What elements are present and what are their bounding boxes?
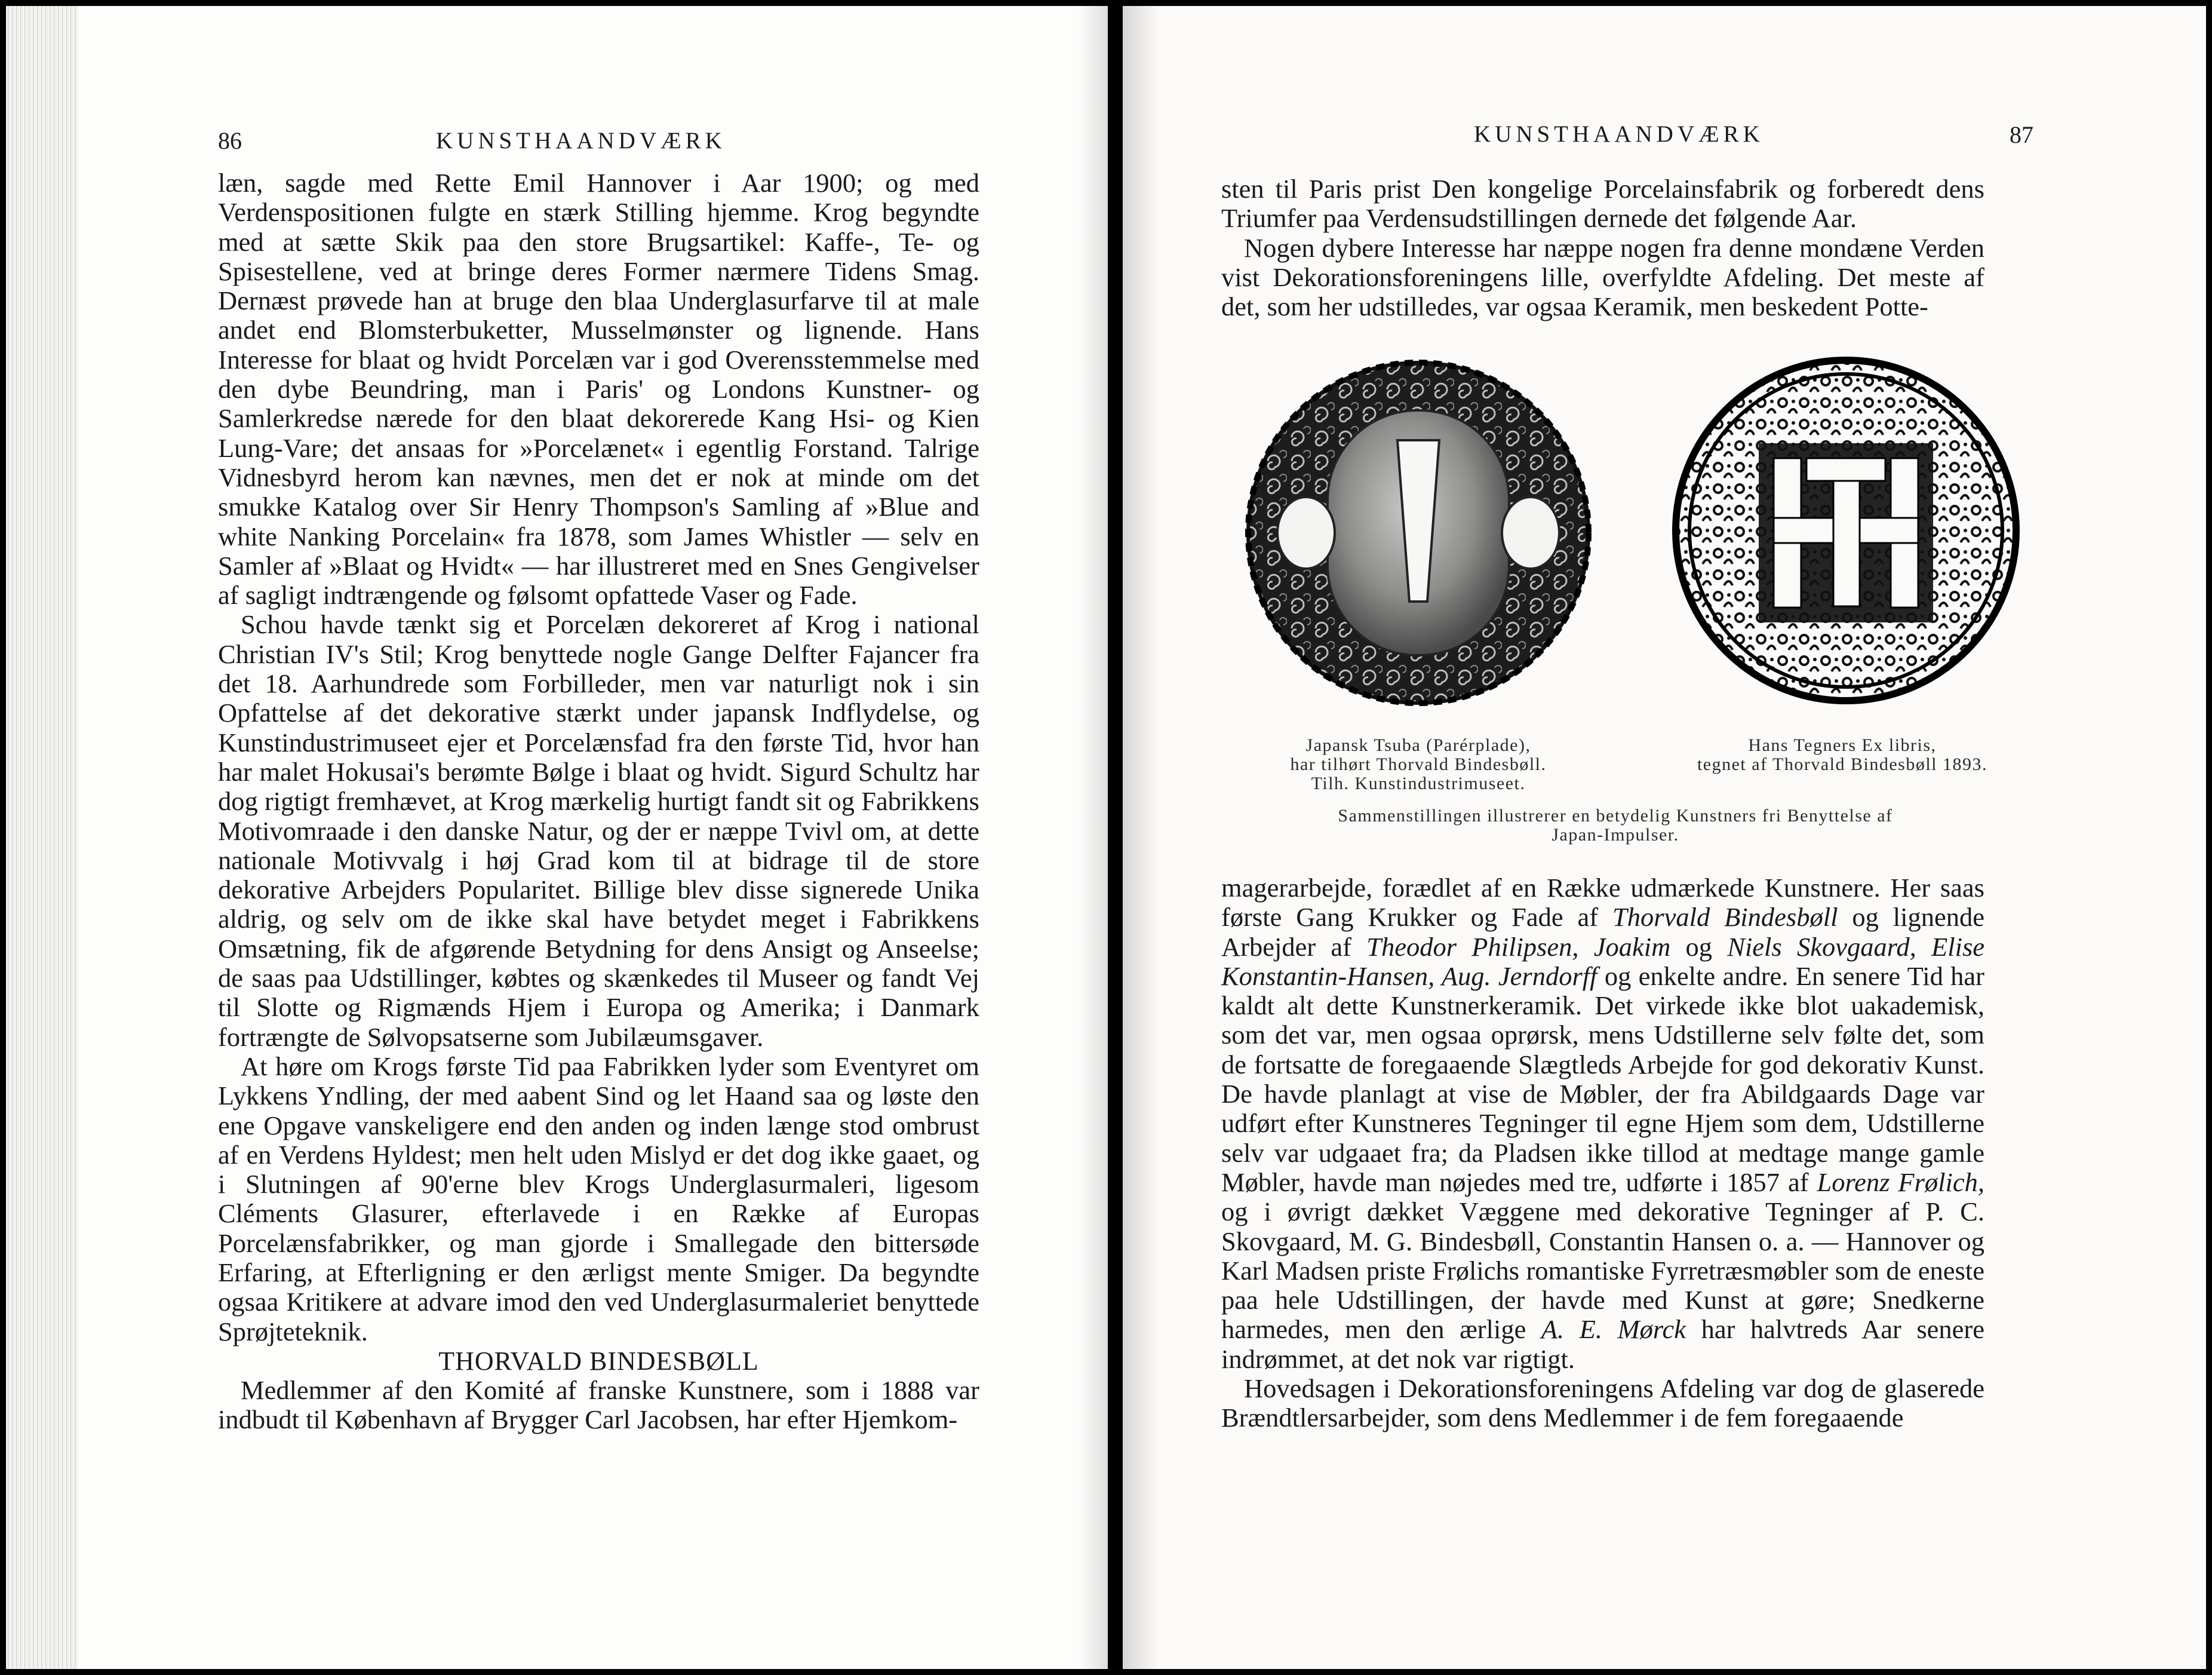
caption-line: Tilh. Kunstindustrimuseet. <box>1311 774 1526 793</box>
page-number: 87 <box>2010 121 2033 148</box>
body-text-top <box>1221 174 1984 321</box>
artist-name: A. E. Mørck <box>1541 1314 1686 1345</box>
artist-name: Niels Skovgaard, Elise Konstantin-Hansen, Aug. Jerndorff <box>1221 931 1985 991</box>
caption-line: Japansk Tsuba (Parérplade), <box>1305 735 1531 755</box>
page-number: 86 <box>218 127 242 154</box>
artist-name: Thorvald Bindesbøll <box>1612 902 1838 932</box>
caption-line: Hans Tegners Ex libris, <box>1748 735 1937 755</box>
text-run: har halvtreds Aar senere indrømmet, at det nok var rigtigt. <box>1221 1314 1984 1374</box>
caption-line: Sammenstillingen illustrerer en betydelig Kunstners fri Benyttelse af <box>1338 806 1893 826</box>
gutter-shadow <box>1078 6 1108 1669</box>
paragraph: Hovedsagen i Dekorationsforeningens Afdeling var dog de glaserede Brændtlersarbejder, som dens Medlemmer i de fem foregaaende <box>1221 1373 1984 1433</box>
right-page <box>1123 6 2206 1669</box>
left-page <box>6 6 1108 1669</box>
paragraph: læn, sagde med Rette Emil Hannover i Aar 1900; og med Verdenspositionen fulgte en stærk Stilling hjemme. Krog begyndte med at sætte Skik paa den store Brugsartikel: Kaffe-, Te- og Spisestellene, ved at bringe deres Former nærmere Tidens Smag. Dernæst prøvede han at bruge den blaa Underglasurfarve til at male andet end Blomsterbuketter, Musselmønster og lignende. Hans Interesse for blaat og hvidt Porcelæn var i god Overensstemmelse med den dybe Beundring, man i Paris' og Londons Kunstner- og Samlerkredse nærede for den blaat dekorerede Kang Hsi- og Kien Lung-Vare; det ansaas for »Porcelænet« i egentlig Forstand. Talrige Vidnesbyrd herom kan nævnes, men det er nok at minde om det smukke Katalog over Sir Henry Thompson's Samling af »Blue and white Nanking Porcelain« fra 1878, som James Whistler — selv en Samler af »Blaat og Hvidt« — har illustreret med en Snes Gengivelser af sagligt indtrængende og følsomt opfattede Vaser og Fade. <box>218 168 979 611</box>
text-run: og i øvrigt dækket Væggene med dekorative Tegninger af P. C. Skovgaard, M. G. Bindesbøll, Constantin Hansen o. a. — Hannover og Karl Madsen priste Frølichs romantiske Fyrretræsmøbler som de eneste paa hele Udstillingen, der havde med Kunst at gøre; Snedkerne harmedes, men den ærlige <box>1221 1197 1984 1345</box>
text-run: og enkelte andre. En senere Tid har kaldt alt dette Kunstnerkeramik. Det virkede ikke blot uakademisk, som det var, men ogsaa oprørsk, mens Udstillerne selv følte det, som de fortsatte de foregaaende Slægtleds Arbejde for god dekorativ Kunst. De havde planlagt at vise de Møbler, der fra Abildgaards Dage var udført efter Kunstneres Tegninger til egne Hjem som dem, Udstillerne selv var udgaaet fra; da Pladsen ikke tillod at medtage mange gamle Møbler, havde man nøjedes med tre, udførte i 1857 af <box>1221 961 1984 1197</box>
gutter-shadow <box>1123 6 1159 1669</box>
figure-caption-common <box>1242 806 1989 845</box>
artist-name: Lorenz Frølich, <box>1817 1167 1984 1197</box>
caption-line: Japan-Impulser. <box>1552 825 1679 845</box>
paragraph: Nogen dybere Interesse har næppe nogen fra denne mondæne Verden vist Dekorationsforeningens lille, overfyldte Afdeling. Det meste af det, som her udstilledes, var ogsaa Keramik, men beskedent Potte- <box>1221 232 1984 322</box>
text-run: og <box>1670 931 1728 962</box>
section-heading: THORVALD BINDESBØLL <box>438 1346 759 1376</box>
paragraph: Schou havde tænkt sig et Porcelæn dekoreret af Krog i national Christian IV's Stil; Krog benyttede nogle Gange Delfter Fajancer fra det 18. Aarhundrede som Forbilleder, men var naturligt nok i sin Opfattelse af det dekorative stærkt under japansk Indflydelse, og Kunstindustrimuseet ejer et Porcelænsfad fra den første Tid, hvor han har malet Hokusai's berømte Bølge i blaat og hvidt. Sigurd Schultz har dog rigtigt fremhævet, at Krog mærkelig hurtigt fandt sit og Fabrikkens Motivomraade i den danske Natur, og der er næppe Tvivl om, at dette nationale Motivvalg i høj Grad kom til at bidrage til de store dekorative Arbejders Popularitet. Billige blev disse signerede Unika aldrig, og selv om de ikke skal have betydet meget i Fabrikkens Omsætning, fik de afgørende Betydning for dens Ansigt og Anseelse; de saas paa Udstillinger, købtes og skænkedes til Museer og fandt Vej til Slotte og Rigmænds Hjem i Europa og Amerika; i Danmark fortrængte de Sølvopsatserne som Jubilæumsgaver. <box>218 609 979 1052</box>
tsuba-illustration <box>1239 354 1597 712</box>
figure-caption-right <box>1648 736 2036 774</box>
paragraph: At høre om Krogs første Tid paa Fabrikken lyder som Eventyret om Lykkens Yndling, der med aabent Sind og let Haand saa og løste den ene Opgave vanskeligere end den anden og inden længe stod ombrust af en Verdens Hyldest; men helt uden Mislyd er det dog ikke gaaet, og i Slutningen af 90'erne blev Krogs Underglasurmaleri, ligesom Cléments Glasurer, efterlavede i en Række af Europas Porcelænsfabrikker, og man gjorde i Smallegade den bittersøde Erfaring, at Efterligning er den ærligst mente Smiger. Da begyndte ogsaa Kritikere at advare imod den ved Underglasurmaleriet benyttede Sprøjteteknik. <box>218 1051 979 1346</box>
ex-libris-illustration <box>1669 354 2023 707</box>
caption-line: tegnet af Thorvald Bindesbøll 1893. <box>1697 754 1988 774</box>
text-run: magerarbejde, forædlet af en Række udmærkede Kunstnere. Her saas første Gang Krukker og Fade af <box>1221 873 1984 932</box>
page-edges <box>6 6 78 1669</box>
figure-caption-left <box>1245 736 1592 793</box>
paragraph <box>1221 873 1984 1374</box>
text-run: og lignende Arbejder af <box>1221 902 1984 962</box>
paragraph: Medlemmer af den Komité af franske Kunstnere, som i 1888 var indbudt til København af Brygger Carl Jacobsen, har efter Hjemkom- <box>218 1375 979 1435</box>
running-head: KUNSTHAANDVÆRK <box>1474 121 1764 147</box>
caption-line: har tilhørt Thorvald Bindesbøll. <box>1290 754 1547 774</box>
running-head: KUNSTHAANDVÆRK <box>436 128 726 154</box>
body-text-bottom <box>1221 873 1984 1433</box>
artist-name: Theodor Philipsen, Joakim <box>1366 931 1671 962</box>
body-text <box>218 168 979 1435</box>
paragraph: sten til Paris prist Den kongelige Porcelainsfabrik og forberedt dens Triumfer paa Verdensudstillingen dernede det følgende Aar. <box>1221 174 1984 234</box>
